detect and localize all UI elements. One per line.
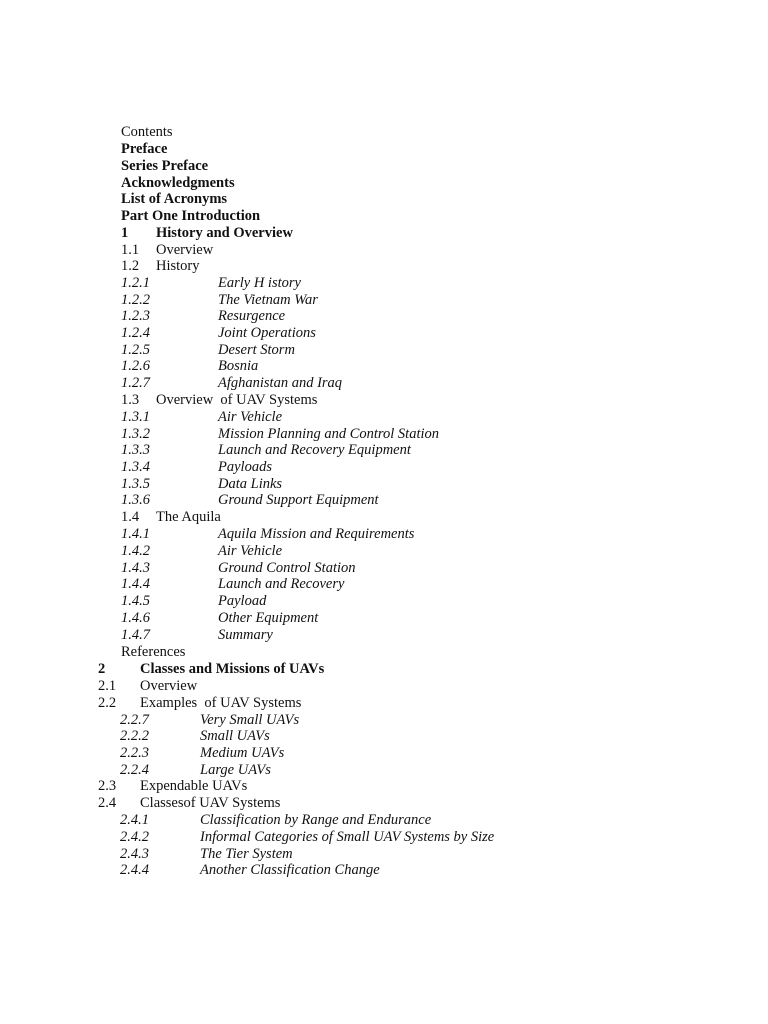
entry-number: 2.2.2 <box>120 728 149 744</box>
entry-number: 1.3.2 <box>121 426 150 442</box>
entry-number: 2.2.7 <box>120 712 149 728</box>
entry-title: Small UAVs <box>200 728 270 744</box>
entry-title: Launch and Recovery Equipment <box>218 442 411 458</box>
entry-number: 1.2.3 <box>121 308 150 324</box>
entry-number: 1.2.2 <box>121 292 150 308</box>
entry-title: Launch and Recovery <box>218 576 345 592</box>
entry-title: Mission Planning and Control Station <box>218 426 440 442</box>
entry-number: 1.4 <box>121 509 140 525</box>
entry-title: Expendable UAVs <box>140 778 248 794</box>
entry-number: 1.4.7 <box>121 627 150 643</box>
entry-number: 1.2.7 <box>121 375 150 391</box>
entry-number: 2.3 <box>98 778 117 794</box>
entry-title: Another Classification Change <box>200 862 380 878</box>
entry-number: 1.4.3 <box>121 560 150 576</box>
entry-number: 2.2 <box>98 695 117 711</box>
entry-number: 2.4.1 <box>120 812 149 828</box>
entry-title: Air Vehicle <box>218 543 283 559</box>
entry-title: Very Small UAVs <box>200 712 300 728</box>
entry-title: The Aquila <box>156 509 221 525</box>
entry-number: 1.3.6 <box>121 492 150 508</box>
entry-number: 2.4.4 <box>120 862 149 878</box>
entry-number: 1.3.3 <box>121 442 150 458</box>
entry-title: Bosnia <box>218 358 259 374</box>
entry-title: Overview <box>156 242 214 258</box>
entry-number: 1.3 <box>121 392 140 408</box>
entry-title: Informal Categories of Small UAV Systems by Size <box>200 829 495 845</box>
entry-title: Large UAVs <box>200 762 271 778</box>
entry-number: 1.2 <box>121 258 140 274</box>
entry-number: 1.3.1 <box>121 409 150 425</box>
entry-number: 1 <box>121 225 129 241</box>
entry-title: Payload <box>218 593 267 609</box>
entry-title: Medium UAVs <box>200 745 285 761</box>
entry-number: 2 <box>98 661 106 677</box>
entry-number: 1.3.5 <box>121 476 150 492</box>
entry-title: History <box>156 258 200 274</box>
entry-number: 1.3.4 <box>121 459 150 475</box>
entry-title: Early H istory <box>218 275 301 291</box>
entry-number: 1.4.2 <box>121 543 150 559</box>
entry-title: Afghanistan and Iraq <box>218 375 343 391</box>
entry-title: Data Links <box>218 476 283 492</box>
entry-title: The Vietnam War <box>218 292 318 308</box>
entry-title: Classification by Range and Endurance <box>200 812 432 828</box>
entry-title: Overview of UAV Systems <box>156 392 318 408</box>
entry-number: 1.2.6 <box>121 358 150 374</box>
entry-number: 1.2.1 <box>121 275 150 291</box>
entry-title: Desert Storm <box>218 342 295 358</box>
entry-title: Summary <box>218 627 273 643</box>
entry-title: Air Vehicle <box>218 409 283 425</box>
entry-title: Aquila Mission and Requirements <box>218 526 415 542</box>
entry-number: 1.4.4 <box>121 576 150 592</box>
entry-number: 1.4.1 <box>121 526 150 542</box>
entry-number: 2.2.3 <box>120 745 149 761</box>
entry-number: 2.4.3 <box>120 846 149 862</box>
entry-title: Joint Operations <box>218 325 316 341</box>
entry-number: 1.2.5 <box>121 342 150 358</box>
entry-number: 2.4 <box>98 795 117 811</box>
entry-title: The Tier System <box>200 846 293 862</box>
entry-number: 1.4.6 <box>121 610 150 626</box>
entry-number: 1.1 <box>121 242 140 258</box>
entry-number: 2.4.2 <box>120 829 149 845</box>
entry-number: 2.1 <box>98 678 117 694</box>
entry-title: Other Equipment <box>218 610 319 626</box>
entry-title: Examples of UAV Systems <box>140 695 302 711</box>
entry-number: 1.2.4 <box>121 325 150 341</box>
entry-title: Classesof UAV Systems <box>140 795 281 811</box>
entry-title: History and Overview <box>156 225 293 241</box>
entry-number: 1.4.5 <box>121 593 150 609</box>
entry-title: Classes and Missions of UAVs <box>140 661 325 677</box>
entry-title: Ground Support Equipment <box>218 492 379 508</box>
entry-number: 2.2.4 <box>120 762 149 778</box>
document-page: Contents Preface Series Preface Acknowledgments List of Acronyms Part One Introduction 1 History and Overview 1.1 Overview 1.2 History 1.2.1 Early H istory 1.2.2 The Vietnam War 1.2.3 Resurgence 1.2.4 Joint Operations 1.2.5 Desert Storm 1.2.6 Bosnia 1.2.7 Afghanistan and Iraq 1.3 Overview of UAV Systems 1.3.1 Air Vehicle 1.3.2 Mission Planning and Control Station 1.3.3 Launch and Recovery Equipment 1.3.4 Payloads 1.3.5 Data Links 1.3.6 Ground Support Equipment 1.4 The Aquila 1.4.1 Aquila Mission and Requirements 1.4.2 Air Vehicle 1.4.3 Ground Control Station 1.4.4 Launch and Recovery 1.4.5 Payload 1.4.6 Other Equipment 1.4.7 Summary References 2 Classes and Missions of UAVs 2.1 Overview 2.2 Examples of UAV Systems 2.2.7 Very Small UAVs 2.2.2 Small UAVs 2.2.3 Medium UAVs 2.2.4 Large UAVs 2.3 Expendable UAVs 2.4 Classesof UAV Systems 2.4.1 Classification by Range and Endurance 2.4.2 Informal Categories of Small UAV Systems by Size 2.4.3 The Tier System 2.4.4 Another Classification Change <box>98 124 495 878</box>
entry-title: Payloads <box>218 459 272 475</box>
entry-title: Resurgence <box>218 308 286 324</box>
entry-title: Overview <box>140 678 198 694</box>
entry-title: Ground Control Station <box>218 560 356 576</box>
